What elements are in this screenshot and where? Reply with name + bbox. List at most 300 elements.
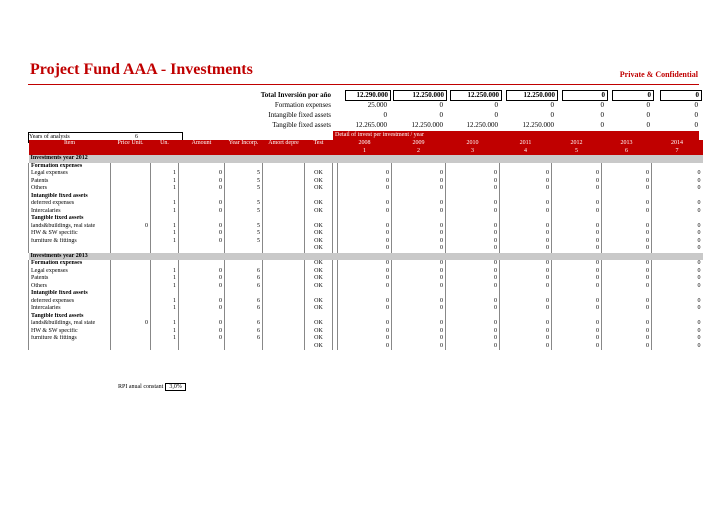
item-label: furniture & fittings (29, 238, 111, 246)
blank-header (225, 148, 263, 156)
year-value: 0 (602, 305, 652, 313)
year-value: 0 (446, 245, 500, 253)
detail-title: Detail of invest per investment / year (333, 131, 699, 140)
year-header: 2009 (392, 140, 446, 148)
amort-cell (263, 245, 305, 253)
rpi-label: RPI anual constant (118, 384, 164, 390)
item-label: Formation expenses (29, 260, 111, 268)
price-cell (111, 275, 151, 283)
units-cell: 1 (151, 223, 179, 231)
year-value: 0 (602, 343, 652, 351)
summary-value: 0 (646, 121, 650, 129)
amort-cell (263, 208, 305, 216)
units-cell: 1 (151, 328, 179, 336)
year-incorp-cell: 5 (225, 230, 263, 238)
year-value: 0 (500, 200, 552, 208)
year-value (446, 193, 500, 201)
year-value: 0 (338, 305, 392, 313)
item-label: Tangible fixed assets (29, 215, 111, 223)
confidential-label: Private & Confidential (619, 70, 698, 79)
year-value: 0 (446, 223, 500, 231)
price-cell (111, 185, 151, 193)
item-label: Patents (29, 178, 111, 186)
item-label: HW & SW specific (29, 230, 111, 238)
test-cell (305, 193, 333, 201)
summary-value: 0 (646, 111, 650, 119)
year-value: 0 (500, 335, 552, 343)
year-value: 0 (652, 343, 703, 351)
year-value: 0 (338, 208, 392, 216)
amort-cell (263, 260, 305, 268)
year-value: 0 (500, 208, 552, 216)
year-value (602, 163, 652, 171)
year-value: 0 (552, 200, 602, 208)
units-cell (151, 260, 179, 268)
rpi-value[interactable]: 3,0% (165, 383, 186, 391)
amort-cell (263, 343, 305, 351)
year-incorp-cell (225, 343, 263, 351)
price-cell (111, 343, 151, 351)
year-value: 0 (652, 245, 703, 253)
year-value (446, 215, 500, 223)
item-label: lands&buildings, real state (29, 320, 111, 328)
test-cell: OK (305, 298, 333, 306)
year-value: 0 (552, 260, 602, 268)
title-divider (28, 84, 699, 85)
year-value: 0 (602, 335, 652, 343)
year-value: 0 (552, 268, 602, 276)
year-value: 0 (652, 268, 703, 276)
item-label: Intercalaries (29, 208, 111, 216)
year-incorp-cell (225, 193, 263, 201)
year-value (652, 193, 703, 201)
year-value: 0 (552, 208, 602, 216)
amount-cell: 0 (179, 185, 225, 193)
column-header: Item (29, 140, 111, 148)
table-row (29, 335, 703, 343)
year-value: 0 (602, 200, 652, 208)
year-value: 0 (338, 268, 392, 276)
units-cell: 1 (151, 170, 179, 178)
year-value: 0 (552, 223, 602, 231)
section-header (29, 155, 703, 163)
investments-table (28, 140, 703, 350)
amount-cell: 0 (179, 230, 225, 238)
year-value: 0 (552, 170, 602, 178)
amort-cell (263, 178, 305, 186)
item-label: Tangible fixed assets (29, 313, 111, 321)
year-value: 0 (446, 305, 500, 313)
year-value: 0 (552, 298, 602, 306)
units-cell (151, 313, 179, 321)
year-header: 2012 (552, 140, 602, 148)
item-label (29, 245, 111, 253)
year-value: 0 (652, 170, 703, 178)
year-value: 0 (446, 230, 500, 238)
year-value: 0 (652, 230, 703, 238)
units-cell: 1 (151, 335, 179, 343)
table-row (29, 298, 703, 306)
test-cell: OK (305, 178, 333, 186)
price-cell (111, 215, 151, 223)
year-value: 0 (338, 320, 392, 328)
year-value: 0 (652, 185, 703, 193)
year-value (602, 193, 652, 201)
test-cell: OK (305, 185, 333, 193)
test-cell (305, 215, 333, 223)
units-cell: 1 (151, 238, 179, 246)
amount-cell: 0 (179, 178, 225, 186)
year-value: 0 (446, 178, 500, 186)
summary-value: 0 (694, 121, 698, 129)
year-value: 0 (652, 298, 703, 306)
year-incorp-cell: 5 (225, 185, 263, 193)
year-value: 0 (602, 170, 652, 178)
rpi-constant (118, 383, 186, 391)
test-cell: OK (305, 245, 333, 253)
summary-value: 0 (660, 90, 702, 101)
blank-header (179, 148, 225, 156)
table-row (29, 305, 703, 313)
summary-value: 25.000 (367, 101, 387, 109)
year-value: 0 (392, 275, 446, 283)
year-value: 0 (652, 335, 703, 343)
column-header: Amount (179, 140, 225, 148)
year-value: 0 (652, 223, 703, 231)
test-cell: OK (305, 170, 333, 178)
test-cell: OK (305, 268, 333, 276)
summary-value: 0 (550, 101, 554, 109)
year-value: 0 (392, 238, 446, 246)
amount-cell: 0 (179, 200, 225, 208)
price-cell (111, 178, 151, 186)
year-value: 0 (338, 200, 392, 208)
year-value: 0 (552, 343, 602, 351)
table-row (29, 343, 703, 351)
year-index: 1 (338, 148, 392, 156)
year-incorp-cell: 5 (225, 238, 263, 246)
test-cell: OK (305, 335, 333, 343)
test-cell (305, 163, 333, 171)
year-value: 0 (338, 178, 392, 186)
section-title: Investments year 2012 (29, 155, 703, 163)
units-cell: 1 (151, 200, 179, 208)
amount-cell (179, 245, 225, 253)
price-cell (111, 200, 151, 208)
amount-cell: 0 (179, 208, 225, 216)
units-cell (151, 215, 179, 223)
price-cell: 0 (111, 223, 151, 231)
year-incorp-cell: 6 (225, 283, 263, 291)
summary-value: 12.265.000 (355, 121, 387, 129)
amort-cell (263, 290, 305, 298)
summary-value: 0 (600, 101, 604, 109)
item-label: furniture & fittings (29, 335, 111, 343)
amort-cell (263, 320, 305, 328)
amount-cell: 0 (179, 328, 225, 336)
year-value: 0 (602, 328, 652, 336)
amort-cell (263, 268, 305, 276)
amort-cell (263, 193, 305, 201)
year-value: 0 (602, 230, 652, 238)
summary-label: Formation expenses (274, 101, 331, 109)
year-value: 0 (552, 305, 602, 313)
year-value: 0 (392, 298, 446, 306)
test-cell: OK (305, 275, 333, 283)
price-cell (111, 335, 151, 343)
year-value: 0 (552, 230, 602, 238)
summary-value: 0 (694, 111, 698, 119)
year-header: 2013 (602, 140, 652, 148)
year-value (652, 313, 703, 321)
amount-cell: 0 (179, 283, 225, 291)
year-incorp-cell: 6 (225, 298, 263, 306)
year-value: 0 (652, 208, 703, 216)
amount-cell (179, 163, 225, 171)
year-incorp-cell: 6 (225, 335, 263, 343)
year-index: 6 (602, 148, 652, 156)
year-value (602, 313, 652, 321)
amount-cell: 0 (179, 238, 225, 246)
year-value (338, 193, 392, 201)
year-value: 0 (392, 208, 446, 216)
amount-cell: 0 (179, 275, 225, 283)
year-value (552, 215, 602, 223)
test-cell: OK (305, 328, 333, 336)
year-value: 0 (500, 268, 552, 276)
year-value: 0 (446, 283, 500, 291)
year-incorp-cell: 5 (225, 178, 263, 186)
year-value: 0 (392, 245, 446, 253)
item-label: Intangible fixed assets (29, 193, 111, 201)
amort-cell (263, 275, 305, 283)
blank-header (305, 148, 333, 156)
amort-cell (263, 163, 305, 171)
year-value (392, 163, 446, 171)
amort-cell (263, 223, 305, 231)
year-index: 2 (392, 148, 446, 156)
item-label: Others (29, 185, 111, 193)
year-incorp-cell (225, 290, 263, 298)
year-value: 0 (652, 260, 703, 268)
price-cell (111, 170, 151, 178)
year-index: 7 (652, 148, 703, 156)
blank-header (111, 148, 151, 156)
table-row (29, 230, 703, 238)
year-value: 0 (652, 200, 703, 208)
year-value: 0 (552, 185, 602, 193)
year-value: 0 (338, 238, 392, 246)
column-header: Year Incorp. (225, 140, 263, 148)
year-value (446, 313, 500, 321)
amount-cell: 0 (179, 320, 225, 328)
item-label: Legal expenses (29, 170, 111, 178)
units-cell: 1 (151, 305, 179, 313)
year-value: 0 (500, 260, 552, 268)
year-header: 2010 (446, 140, 500, 148)
year-value: 0 (446, 238, 500, 246)
price-cell (111, 298, 151, 306)
table-row (29, 268, 703, 276)
summary-value: 0 (612, 90, 654, 101)
table-row (29, 313, 703, 321)
table-row (29, 200, 703, 208)
year-value: 0 (552, 335, 602, 343)
year-incorp-cell: 5 (225, 223, 263, 231)
year-value: 0 (652, 328, 703, 336)
year-value (500, 193, 552, 201)
summary-value: 12.250.000 (506, 90, 558, 101)
year-value: 0 (392, 178, 446, 186)
amort-cell (263, 238, 305, 246)
summary-value: 0 (550, 111, 554, 119)
summary-label: Total Inversión por año (260, 91, 331, 99)
year-incorp-cell (225, 163, 263, 171)
year-incorp-cell: 6 (225, 305, 263, 313)
table-row (29, 170, 703, 178)
year-value: 0 (602, 185, 652, 193)
amort-cell (263, 283, 305, 291)
units-cell: 1 (151, 320, 179, 328)
amount-cell: 0 (179, 335, 225, 343)
units-cell (151, 163, 179, 171)
test-cell: OK (305, 343, 333, 351)
amount-cell (179, 193, 225, 201)
year-value (446, 163, 500, 171)
summary-value: 0 (600, 121, 604, 129)
item-label: Others (29, 283, 111, 291)
year-value: 0 (552, 328, 602, 336)
amort-cell (263, 335, 305, 343)
year-value: 0 (392, 328, 446, 336)
header-row (29, 140, 703, 148)
amort-cell (263, 215, 305, 223)
item-label (29, 343, 111, 351)
amort-cell (263, 230, 305, 238)
year-value: 0 (500, 223, 552, 231)
year-value: 0 (338, 275, 392, 283)
units-cell (151, 193, 179, 201)
amount-cell (179, 260, 225, 268)
year-value: 0 (500, 305, 552, 313)
item-label: lands&buildings, real state (29, 223, 111, 231)
year-value: 0 (652, 275, 703, 283)
amort-cell (263, 298, 305, 306)
summary-value: 0 (494, 101, 498, 109)
year-value: 0 (652, 238, 703, 246)
year-value: 0 (338, 283, 392, 291)
year-value: 0 (338, 298, 392, 306)
year-value: 0 (500, 230, 552, 238)
year-value: 0 (500, 298, 552, 306)
year-value: 0 (602, 223, 652, 231)
amort-cell (263, 200, 305, 208)
price-cell (111, 290, 151, 298)
year-value: 0 (446, 328, 500, 336)
table-row (29, 260, 703, 268)
amort-cell (263, 305, 305, 313)
price-cell (111, 283, 151, 291)
item-label: Patents (29, 275, 111, 283)
amort-cell (263, 170, 305, 178)
year-value: 0 (500, 328, 552, 336)
blank-header (263, 148, 305, 156)
table-row (29, 245, 703, 253)
test-cell: OK (305, 208, 333, 216)
year-value (392, 215, 446, 223)
test-cell: OK (305, 200, 333, 208)
units-cell: 1 (151, 275, 179, 283)
year-value: 0 (552, 245, 602, 253)
year-value: 0 (338, 260, 392, 268)
year-value: 0 (392, 305, 446, 313)
year-value: 0 (338, 335, 392, 343)
amount-cell (179, 313, 225, 321)
year-value: 0 (392, 260, 446, 268)
test-cell: OK (305, 238, 333, 246)
price-cell (111, 245, 151, 253)
table-row (29, 328, 703, 336)
test-cell: OK (305, 230, 333, 238)
year-value (552, 313, 602, 321)
amount-cell (179, 343, 225, 351)
test-cell: OK (305, 320, 333, 328)
years-value[interactable]: 6 (135, 134, 138, 140)
table-row (29, 178, 703, 186)
year-value: 0 (652, 320, 703, 328)
year-value: 0 (338, 328, 392, 336)
table-row (29, 208, 703, 216)
year-value (500, 313, 552, 321)
item-label: Formation expenses (29, 163, 111, 171)
amort-cell (263, 313, 305, 321)
year-value: 0 (652, 178, 703, 186)
year-incorp-cell (225, 215, 263, 223)
year-value: 0 (602, 268, 652, 276)
price-cell (111, 238, 151, 246)
year-value: 0 (500, 185, 552, 193)
price-cell: 0 (111, 320, 151, 328)
year-value: 0 (446, 335, 500, 343)
year-value: 0 (652, 283, 703, 291)
year-value: 0 (602, 298, 652, 306)
index-row (29, 148, 703, 156)
year-value: 0 (392, 185, 446, 193)
year-value: 0 (392, 268, 446, 276)
amort-cell (263, 185, 305, 193)
price-cell (111, 208, 151, 216)
year-value: 0 (338, 185, 392, 193)
table-row (29, 223, 703, 231)
summary-value: 0 (494, 111, 498, 119)
year-value: 0 (500, 245, 552, 253)
price-cell (111, 305, 151, 313)
summary-value: 0 (646, 101, 650, 109)
summary-value: 12.250.000 (393, 90, 447, 101)
year-value: 0 (446, 185, 500, 193)
table-row (29, 320, 703, 328)
year-incorp-cell: 6 (225, 268, 263, 276)
year-index: 3 (446, 148, 500, 156)
test-cell: OK (305, 283, 333, 291)
item-label: Intercalaries (29, 305, 111, 313)
units-cell: 1 (151, 185, 179, 193)
year-index: 5 (552, 148, 602, 156)
summary-label: Tangible fixed assets (272, 121, 331, 129)
table-row (29, 163, 703, 171)
year-value (602, 215, 652, 223)
amount-cell: 0 (179, 170, 225, 178)
